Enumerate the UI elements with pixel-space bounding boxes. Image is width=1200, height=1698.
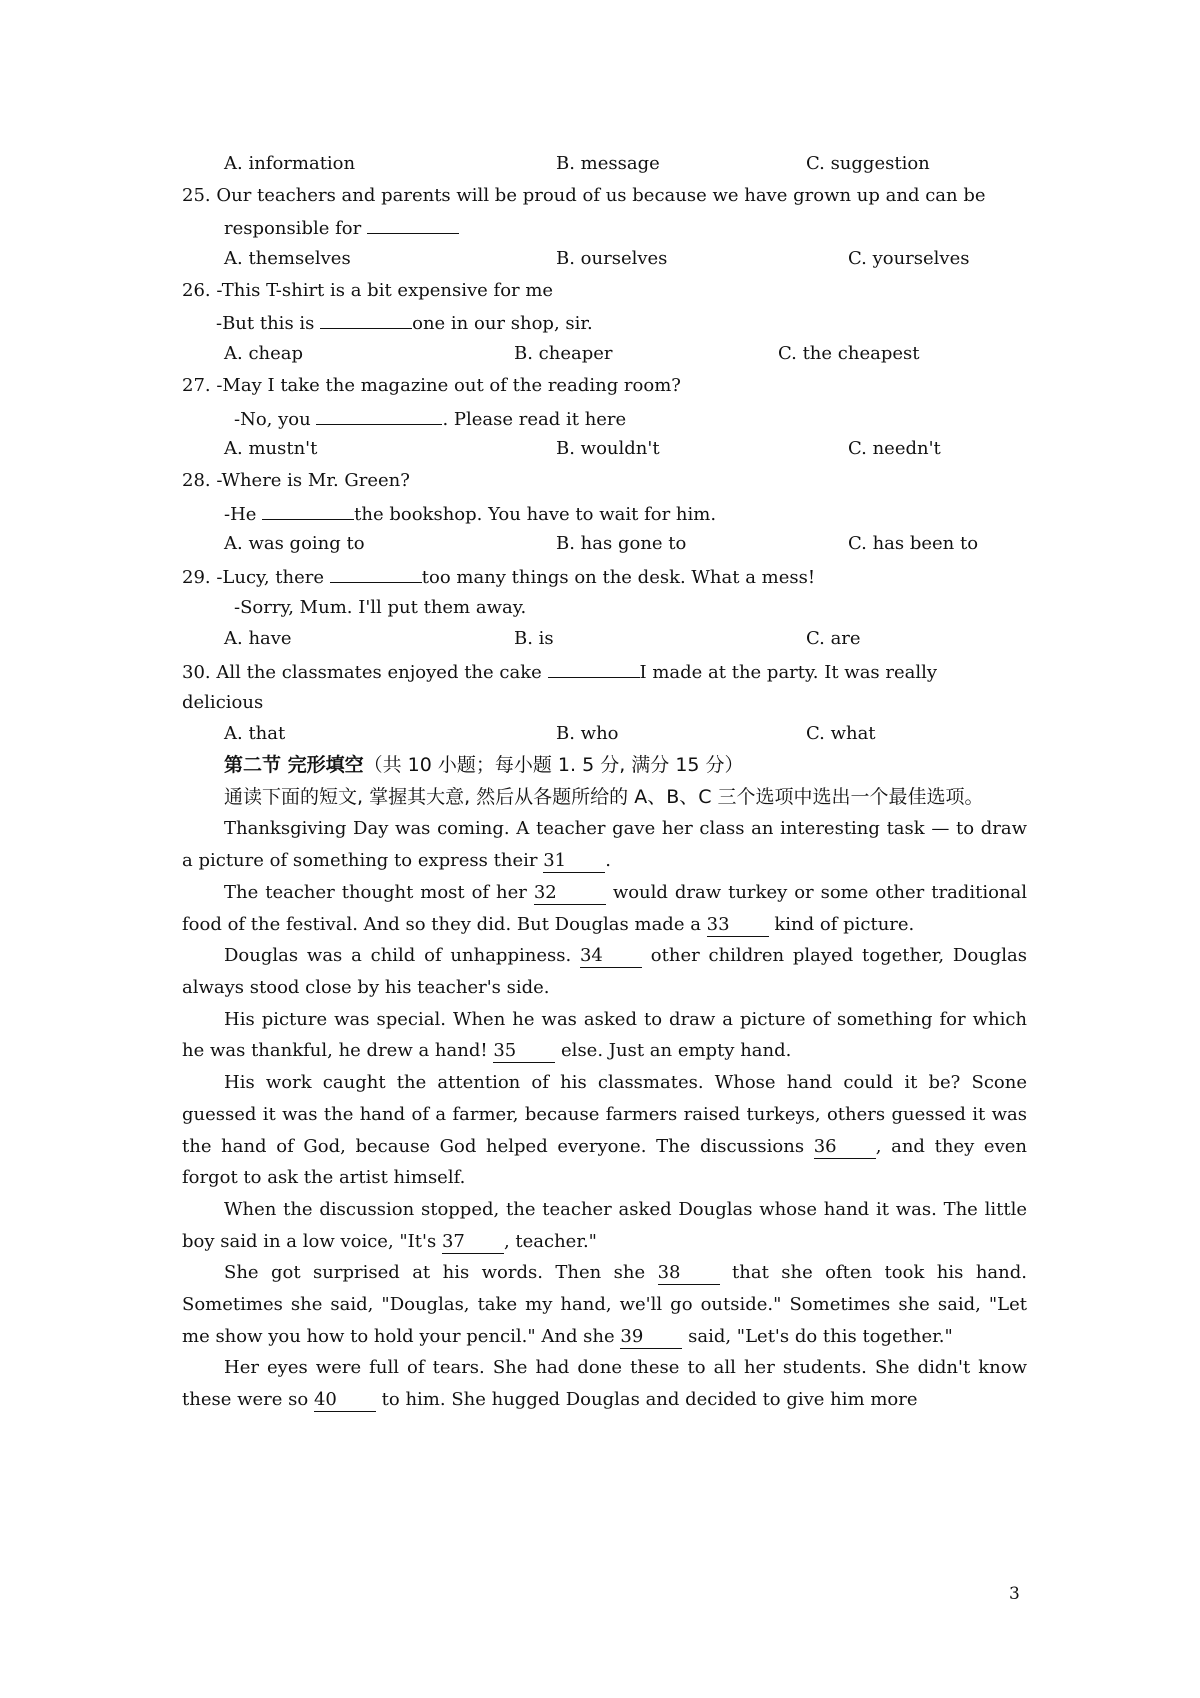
p6-text-b: , teacher.": [503, 1230, 597, 1252]
q27-blank: [316, 402, 442, 425]
q29-blank: [330, 560, 422, 583]
q30-option-b: B. who: [556, 723, 619, 745]
q30-text-b: I made at the party. It was really: [639, 662, 938, 684]
page-number: 3: [1009, 1584, 1020, 1604]
q27-options: [182, 433, 1027, 465]
q24-option-c: C. suggestion: [806, 153, 930, 174]
q25-option-a: A. themselves: [224, 248, 351, 270]
q30-line2: delicious: [182, 691, 264, 713]
passage-paragraph-7: [182, 1257, 1027, 1352]
q25-stem-cont: [182, 211, 1027, 243]
blank-36: 36: [814, 1136, 876, 1159]
q24-options: [182, 148, 1027, 180]
q25-stem: 25. Our teachers and parents will be proud of us because we have grown up and can be: [182, 184, 986, 206]
q30-options: [182, 718, 1027, 750]
q28-line2: [182, 497, 1027, 529]
q29-option-a: A. have: [224, 628, 292, 650]
blank-39: 39: [620, 1326, 682, 1349]
q26-options: [182, 338, 1027, 370]
p3-text-b: other children played together, Douglas always stood close by his teacher's side.: [182, 945, 1027, 998]
blank-34: 34: [580, 945, 642, 968]
q29-text-a: 29. -Lucy, there: [182, 566, 330, 588]
blank-31: 31: [543, 850, 605, 873]
p1-text-a: Thanksgiving Day was coming. A teacher gave her class an interesting task — to draw a picture of something to express their: [182, 818, 1027, 872]
q26-blank: [320, 306, 412, 329]
q28-line1: 28. -Where is Mr. Green?: [182, 469, 410, 491]
blank-37: 37: [442, 1231, 504, 1254]
p2-text-c: kind of picture.: [768, 913, 915, 935]
blank-33: 33: [707, 914, 769, 937]
section-instruction-text: 通读下面的短文, 掌握其大意, 然后从各题所给的 A、B、C 三个选项中选出一个最佳选项。: [224, 785, 984, 808]
passage-paragraph-2: [182, 877, 1027, 940]
q26-option-c: C. the cheapest: [778, 343, 920, 365]
q24-option-b: B. message: [556, 153, 660, 174]
section-title: 第二节 完形填空: [224, 754, 364, 777]
q24-option-a: A. information: [224, 153, 356, 174]
q27-option-a: A. mustn't: [224, 438, 318, 460]
p4-text-a: His picture was special. When he was asked to draw a picture of something for which he was thankful, he drew a hand!: [182, 1008, 1027, 1062]
q26-option-b: B. cheaper: [514, 343, 613, 365]
q25-option-b: B. ourselves: [556, 248, 668, 270]
q29-option-c: C. are: [806, 628, 861, 650]
q29-line2: -Sorry, Mum. I'll put them away.: [234, 596, 527, 618]
exam-content: [182, 148, 1027, 1416]
p8-text-b: to him. She hugged Douglas and decided to give him more: [375, 1389, 918, 1411]
passage-paragraph-8: [182, 1352, 1027, 1415]
section-header: [182, 750, 1027, 782]
section-score: （共 10 小题；每小题 1. 5 分, 满分 15 分）: [363, 754, 744, 777]
p3-text-a: Douglas was a child of unhappiness.: [224, 945, 580, 967]
q30-option-c: C. what: [806, 723, 876, 745]
blank-38: 38: [658, 1262, 720, 1285]
q25-stem-text: responsible for: [224, 218, 367, 240]
q27-line2: [182, 402, 1027, 434]
p4-text-b: else. Just an empty hand.: [555, 1040, 792, 1062]
q26-line2: [182, 306, 1027, 338]
p2-text-a: The teacher thought most of her: [224, 881, 534, 903]
p7-text-c: said, "Let's do this together.": [682, 1325, 953, 1347]
q29-line1: [182, 560, 1027, 592]
passage-paragraph-5: [182, 1067, 1027, 1194]
blank-40: 40: [314, 1389, 376, 1412]
q30-line1: [182, 655, 1027, 687]
q26-text-b: one in our shop, sir.: [412, 313, 593, 335]
q28-text-a: -He: [224, 503, 263, 525]
p1-text-b: .: [605, 850, 611, 872]
q26-text-a: -But this is: [216, 313, 321, 335]
p8-text-a: Her eyes were full of tears. She had done these to all her students. She didn't know these were so: [182, 1357, 1027, 1411]
q30-option-a: A. that: [224, 723, 286, 745]
p7-text-b: that she often took his hand. Sometimes she said, "Douglas, take my hand, we'll go outside." Sometimes she said, "Let me show you how to hold your pencil." And she: [182, 1262, 1027, 1347]
p2-text-b: would draw turkey or some other traditional food of the festival. And so they did. But Douglas made a: [182, 881, 1027, 935]
p6-text-a: When the discussion stopped, the teacher asked Douglas whose hand it was. The little boy said in a low voice, "It's: [182, 1198, 1027, 1252]
q28-option-b: B. has gone to: [556, 533, 687, 555]
passage-paragraph-4: [182, 1004, 1027, 1067]
section-instruction: [182, 782, 1027, 814]
q27-text-b: . Please read it here: [442, 408, 627, 430]
q30-text-a: 30. All the classmates enjoyed the cake: [182, 662, 548, 684]
passage-paragraph-3: [182, 940, 1027, 1003]
q28-options: [182, 528, 1027, 560]
q27-text-a: -No, you: [234, 408, 317, 430]
q26-option-a: A. cheap: [224, 343, 304, 365]
p7-text-a: She got surprised at his words. Then she: [224, 1262, 658, 1284]
q25-option-c: C. yourselves: [848, 248, 970, 270]
q25-blank: [367, 211, 459, 234]
q27-option-b: B. wouldn't: [556, 438, 660, 460]
q29-options: [182, 623, 1027, 655]
q27-option-c: C. needn't: [848, 438, 941, 460]
passage-paragraph-1: [182, 813, 1027, 876]
q28-option-c: C. has been to: [848, 533, 979, 555]
q30-blank: [548, 655, 640, 678]
q29-option-b: B. is: [514, 628, 554, 650]
passage-paragraph-6: [182, 1194, 1027, 1257]
q28-option-a: A. was going to: [224, 533, 365, 555]
q28-text-b: the bookshop. You have to wait for him.: [354, 503, 717, 525]
blank-35: 35: [493, 1040, 555, 1063]
q26-line1: 26. -This T-shirt is a bit expensive for me: [182, 279, 554, 301]
p5-text-b: , and they even forgot to ask the artist himself.: [182, 1135, 1027, 1189]
q27-line1: 27. -May I take the magazine out of the reading room?: [182, 374, 681, 396]
q28-blank: [262, 497, 354, 520]
q29-text-b: too many things on the desk. What a mess!: [421, 566, 816, 588]
blank-32: 32: [534, 882, 606, 905]
p5-text-a: His work caught the attention of his classmates. Whose hand could it be? Scone guessed it was the hand of a farmer, because farmers raised turkeys, others guessed it was the hand of God, because God helped everyone. The discussions: [182, 1072, 1027, 1157]
q25-options: [182, 243, 1027, 275]
